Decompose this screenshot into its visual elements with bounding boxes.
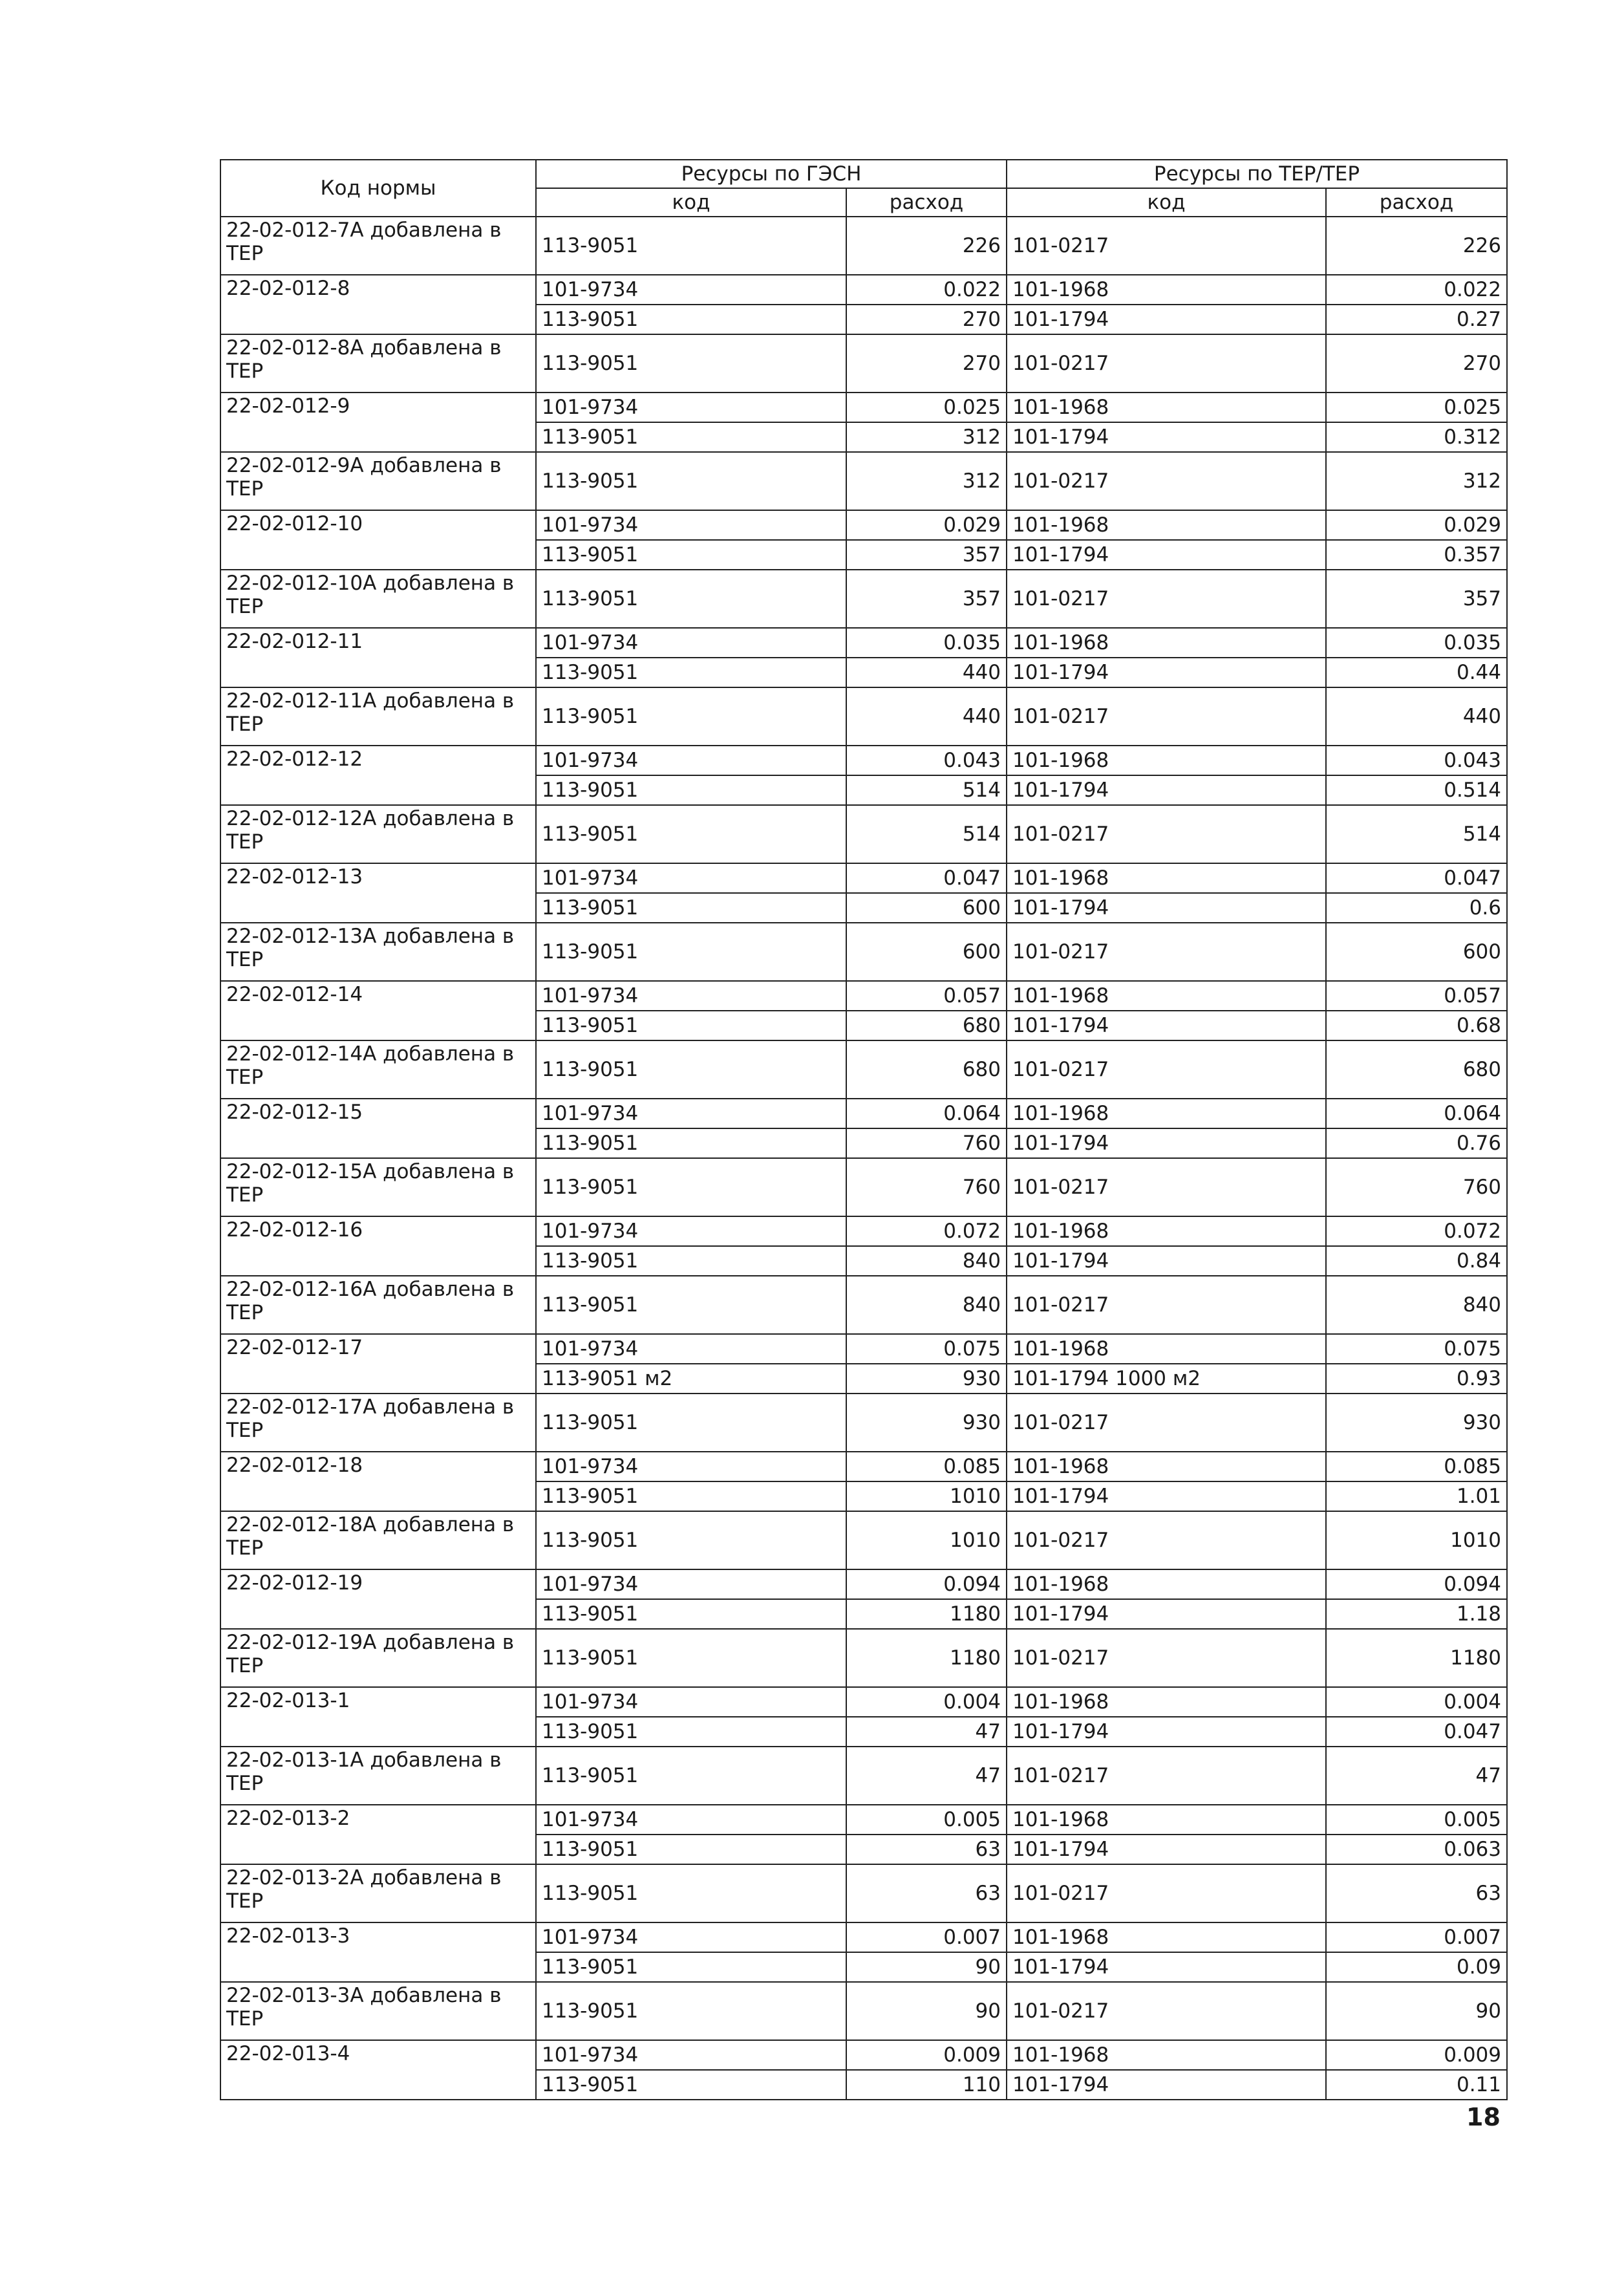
norm-code-cell: 22-02-012-17 xyxy=(220,1334,536,1394)
gesn-consumption-cell: 600 xyxy=(846,923,1007,981)
table-row xyxy=(220,1922,1507,1952)
ter-consumption-cell: 312 xyxy=(1326,452,1507,510)
norm-code-cell: 22-02-012-14 xyxy=(220,981,536,1040)
ter-code-cell: 101-0217 xyxy=(1007,217,1326,275)
ter-code-cell: 101-0217 xyxy=(1007,1864,1326,1922)
gesn-consumption-cell: 47 xyxy=(846,1717,1007,1747)
ter-consumption-cell: 0.007 xyxy=(1326,1922,1507,1952)
gesn-consumption-cell: 0.057 xyxy=(846,981,1007,1011)
table-row xyxy=(220,746,1507,775)
ter-consumption-cell: 0.043 xyxy=(1326,746,1507,775)
ter-code-cell: 101-1968 xyxy=(1007,1216,1326,1246)
ter-code-cell: 101-0217 xyxy=(1007,1629,1326,1687)
norm-code-cell: 22-02-013-3 xyxy=(220,1922,536,1982)
header-group-gesn: Ресурсы по ГЭСН xyxy=(536,160,1007,188)
gesn-consumption-cell: 357 xyxy=(846,540,1007,570)
ter-code-cell: 101-1968 xyxy=(1007,628,1326,658)
gesn-code-cell: 101-9734 xyxy=(536,746,846,775)
gesn-code-cell: 113-9051 xyxy=(536,1599,846,1629)
table-row xyxy=(220,2040,1507,2070)
ter-consumption-cell: 840 xyxy=(1326,1276,1507,1334)
ter-code-cell: 101-0217 xyxy=(1007,1982,1326,2040)
norm-code-cell: 22-02-013-3А добавлена в ТЕР xyxy=(220,1982,536,2040)
ter-code-cell: 101-0217 xyxy=(1007,334,1326,393)
ter-code-cell: 101-1968 xyxy=(1007,1099,1326,1128)
ter-consumption-cell: 0.009 xyxy=(1326,2040,1507,2070)
gesn-code-cell: 113-9051 xyxy=(536,1158,846,1216)
norm-code-cell: 22-02-012-16 xyxy=(220,1216,536,1276)
ter-code-cell: 101-0217 xyxy=(1007,805,1326,863)
gesn-consumption-cell: 1180 xyxy=(846,1629,1007,1687)
ter-code-cell: 101-0217 xyxy=(1007,1158,1326,1216)
norm-code-cell: 22-02-013-1А добавлена в ТЕР xyxy=(220,1747,536,1805)
ter-code-cell: 101-0217 xyxy=(1007,687,1326,746)
norm-code-cell: 22-02-012-10 xyxy=(220,510,536,570)
ter-consumption-cell: 760 xyxy=(1326,1158,1507,1216)
gesn-consumption-cell: 0.064 xyxy=(846,1099,1007,1128)
ter-code-cell: 101-1968 xyxy=(1007,1452,1326,1481)
norm-code-cell: 22-02-012-8А добавлена в ТЕР xyxy=(220,334,536,393)
ter-consumption-cell: 0.11 xyxy=(1326,2070,1507,2100)
gesn-consumption-cell: 47 xyxy=(846,1747,1007,1805)
ter-code-cell: 101-1794 xyxy=(1007,1717,1326,1747)
norm-code-cell: 22-02-012-17А добавлена в ТЕР xyxy=(220,1394,536,1452)
ter-consumption-cell: 226 xyxy=(1326,217,1507,275)
gesn-code-cell: 113-9051 xyxy=(536,1629,846,1687)
ter-code-cell: 101-1794 xyxy=(1007,540,1326,570)
norm-code-cell: 22-02-012-11А добавлена в ТЕР xyxy=(220,687,536,746)
gesn-consumption-cell: 0.025 xyxy=(846,393,1007,422)
gesn-consumption-cell: 440 xyxy=(846,687,1007,746)
table-row xyxy=(220,1040,1507,1099)
page-number: 18 xyxy=(1466,2103,1501,2131)
gesn-code-cell: 113-9051 xyxy=(536,1511,846,1569)
gesn-consumption-cell: 840 xyxy=(846,1246,1007,1276)
ter-code-cell: 101-1794 xyxy=(1007,422,1326,452)
table-row xyxy=(220,1216,1507,1246)
gesn-code-cell: 113-9051 xyxy=(536,570,846,628)
ter-consumption-cell: 0.057 xyxy=(1326,981,1507,1011)
table-row xyxy=(220,1687,1507,1717)
norm-code-cell: 22-02-013-4 xyxy=(220,2040,536,2100)
gesn-consumption-cell: 90 xyxy=(846,1952,1007,1982)
ter-code-cell: 101-0217 xyxy=(1007,570,1326,628)
gesn-consumption-cell: 0.043 xyxy=(846,746,1007,775)
gesn-consumption-cell: 440 xyxy=(846,658,1007,687)
norm-code-cell: 22-02-012-19А добавлена в ТЕР xyxy=(220,1629,536,1687)
norm-code-cell: 22-02-012-16А добавлена в ТЕР xyxy=(220,1276,536,1334)
table-row xyxy=(220,1629,1507,1687)
ter-code-cell: 101-1794 xyxy=(1007,2070,1326,2100)
header-gesn-code: код xyxy=(536,188,846,217)
table-row xyxy=(220,1158,1507,1216)
gesn-code-cell: 113-9051 xyxy=(536,775,846,805)
gesn-consumption-cell: 680 xyxy=(846,1040,1007,1099)
ter-code-cell: 101-1794 xyxy=(1007,305,1326,334)
gesn-consumption-cell: 312 xyxy=(846,452,1007,510)
gesn-code-cell: 113-9051 xyxy=(536,1481,846,1511)
gesn-consumption-cell: 0.004 xyxy=(846,1687,1007,1717)
gesn-code-cell: 113-9051 xyxy=(536,893,846,923)
ter-code-cell: 101-0217 xyxy=(1007,1276,1326,1334)
norm-code-cell: 22-02-013-2А добавлена в ТЕР xyxy=(220,1864,536,1922)
ter-code-cell: 101-1968 xyxy=(1007,510,1326,540)
gesn-code-cell: 113-9051 xyxy=(536,1952,846,1982)
gesn-code-cell: 101-9734 xyxy=(536,275,846,305)
norm-code-cell: 22-02-012-12 xyxy=(220,746,536,805)
table-row xyxy=(220,863,1507,893)
gesn-code-cell: 101-9734 xyxy=(536,1334,846,1364)
ter-consumption-cell: 600 xyxy=(1326,923,1507,981)
gesn-consumption-cell: 226 xyxy=(846,217,1007,275)
gesn-code-cell: 113-9051 xyxy=(536,334,846,393)
gesn-consumption-cell: 840 xyxy=(846,1276,1007,1334)
ter-consumption-cell: 0.004 xyxy=(1326,1687,1507,1717)
ter-code-cell: 101-1968 xyxy=(1007,1922,1326,1952)
ter-consumption-cell: 270 xyxy=(1326,334,1507,393)
gesn-consumption-cell: 0.005 xyxy=(846,1805,1007,1835)
ter-code-cell: 101-0217 xyxy=(1007,1511,1326,1569)
gesn-consumption-cell: 0.072 xyxy=(846,1216,1007,1246)
gesn-code-cell: 101-9734 xyxy=(536,2040,846,2070)
ter-code-cell: 101-1794 xyxy=(1007,1952,1326,1982)
gesn-code-cell: 113-9051 xyxy=(536,1128,846,1158)
norm-code-cell: 22-02-012-12А добавлена в ТЕР xyxy=(220,805,536,863)
ter-code-cell: 101-1794 xyxy=(1007,1128,1326,1158)
gesn-code-cell: 101-9734 xyxy=(536,1569,846,1599)
gesn-consumption-cell: 514 xyxy=(846,775,1007,805)
ter-consumption-cell: 0.005 xyxy=(1326,1805,1507,1835)
table-row xyxy=(220,217,1507,275)
gesn-consumption-cell: 1010 xyxy=(846,1511,1007,1569)
ter-consumption-cell: 0.075 xyxy=(1326,1334,1507,1364)
header-code-norm: Код нормы xyxy=(220,160,536,217)
ter-code-cell: 101-1968 xyxy=(1007,863,1326,893)
gesn-code-cell: 101-9734 xyxy=(536,1805,846,1835)
ter-consumption-cell: 0.27 xyxy=(1326,305,1507,334)
ter-consumption-cell: 0.072 xyxy=(1326,1216,1507,1246)
ter-code-cell: 101-1968 xyxy=(1007,1334,1326,1364)
ter-code-cell: 101-1968 xyxy=(1007,1569,1326,1599)
ter-code-cell: 101-1968 xyxy=(1007,746,1326,775)
gesn-code-cell: 113-9051 xyxy=(536,1040,846,1099)
ter-code-cell: 101-1968 xyxy=(1007,275,1326,305)
gesn-code-cell: 113-9051 xyxy=(536,658,846,687)
header-group-ter: Ресурсы по ТЕР/ТЕР xyxy=(1007,160,1507,188)
norm-code-cell: 22-02-012-7А добавлена в ТЕР xyxy=(220,217,536,275)
ter-consumption-cell: 514 xyxy=(1326,805,1507,863)
gesn-code-cell: 113-9051 xyxy=(536,923,846,981)
gesn-consumption-cell: 63 xyxy=(846,1835,1007,1864)
gesn-code-cell: 101-9734 xyxy=(536,1687,846,1717)
gesn-code-cell: 101-9734 xyxy=(536,393,846,422)
ter-consumption-cell: 0.094 xyxy=(1326,1569,1507,1599)
table-row xyxy=(220,1982,1507,2040)
gesn-consumption-cell: 0.094 xyxy=(846,1569,1007,1599)
table-row xyxy=(220,452,1507,510)
norm-code-cell: 22-02-012-13А добавлена в ТЕР xyxy=(220,923,536,981)
gesn-consumption-cell: 0.009 xyxy=(846,2040,1007,2070)
gesn-code-cell: 113-9051 xyxy=(536,1982,846,2040)
gesn-code-cell: 113-9051 xyxy=(536,1747,846,1805)
table-row xyxy=(220,1099,1507,1128)
ter-consumption-cell: 0.76 xyxy=(1326,1128,1507,1158)
gesn-consumption-cell: 63 xyxy=(846,1864,1007,1922)
ter-consumption-cell: 680 xyxy=(1326,1040,1507,1099)
ter-consumption-cell: 0.312 xyxy=(1326,422,1507,452)
ter-consumption-cell: 930 xyxy=(1326,1394,1507,1452)
gesn-consumption-cell: 600 xyxy=(846,893,1007,923)
gesn-consumption-cell: 930 xyxy=(846,1394,1007,1452)
gesn-code-cell: 101-9734 xyxy=(536,863,846,893)
gesn-code-cell: 113-9051 xyxy=(536,1835,846,1864)
ter-consumption-cell: 0.085 xyxy=(1326,1452,1507,1481)
table-row xyxy=(220,628,1507,658)
ter-consumption-cell: 0.09 xyxy=(1326,1952,1507,1982)
table-row xyxy=(220,510,1507,540)
ter-consumption-cell: 0.047 xyxy=(1326,863,1507,893)
table-row xyxy=(220,805,1507,863)
ter-code-cell: 101-1794 xyxy=(1007,1599,1326,1629)
ter-code-cell: 101-0217 xyxy=(1007,452,1326,510)
ter-consumption-cell: 0.6 xyxy=(1326,893,1507,923)
table-row xyxy=(220,1747,1507,1805)
header-gesn-consumption: расход xyxy=(846,188,1007,217)
table-row xyxy=(220,393,1507,422)
gesn-consumption-cell: 110 xyxy=(846,2070,1007,2100)
gesn-code-cell: 113-9051 xyxy=(536,217,846,275)
gesn-consumption-cell: 760 xyxy=(846,1158,1007,1216)
gesn-consumption-cell: 270 xyxy=(846,305,1007,334)
norm-code-cell: 22-02-012-9А добавлена в ТЕР xyxy=(220,452,536,510)
table-row xyxy=(220,570,1507,628)
ter-consumption-cell: 0.93 xyxy=(1326,1364,1507,1394)
table-row xyxy=(220,687,1507,746)
gesn-code-cell: 101-9734 xyxy=(536,1216,846,1246)
ter-consumption-cell: 0.029 xyxy=(1326,510,1507,540)
table-row xyxy=(220,1276,1507,1334)
ter-consumption-cell: 0.68 xyxy=(1326,1011,1507,1040)
norm-code-cell: 22-02-012-13 xyxy=(220,863,536,923)
ter-code-cell: 101-1968 xyxy=(1007,1805,1326,1835)
norm-code-cell: 22-02-012-11 xyxy=(220,628,536,687)
ter-code-cell: 101-1968 xyxy=(1007,393,1326,422)
norm-code-cell: 22-02-013-1 xyxy=(220,1687,536,1747)
gesn-consumption-cell: 930 xyxy=(846,1364,1007,1394)
norm-code-cell: 22-02-012-14А добавлена в ТЕР xyxy=(220,1040,536,1099)
ter-code-cell: 101-0217 xyxy=(1007,1040,1326,1099)
gesn-consumption-cell: 0.047 xyxy=(846,863,1007,893)
ter-code-cell: 101-1794 1000 м2 xyxy=(1007,1364,1326,1394)
table-row xyxy=(220,1334,1507,1364)
header-ter-code: код xyxy=(1007,188,1326,217)
ter-code-cell: 101-0217 xyxy=(1007,1394,1326,1452)
gesn-consumption-cell: 357 xyxy=(846,570,1007,628)
ter-code-cell: 101-1968 xyxy=(1007,1687,1326,1717)
ter-consumption-cell: 0.063 xyxy=(1326,1835,1507,1864)
gesn-consumption-cell: 1010 xyxy=(846,1481,1007,1511)
resources-table xyxy=(220,159,1508,2100)
ter-consumption-cell: 0.035 xyxy=(1326,628,1507,658)
ter-consumption-cell: 0.514 xyxy=(1326,775,1507,805)
gesn-code-cell: 101-9734 xyxy=(536,1099,846,1128)
gesn-code-cell: 113-9051 xyxy=(536,687,846,746)
ter-code-cell: 101-1794 xyxy=(1007,1481,1326,1511)
ter-consumption-cell: 1.01 xyxy=(1326,1481,1507,1511)
ter-consumption-cell: 1010 xyxy=(1326,1511,1507,1569)
gesn-consumption-cell: 680 xyxy=(846,1011,1007,1040)
gesn-consumption-cell: 0.035 xyxy=(846,628,1007,658)
gesn-code-cell: 113-9051 xyxy=(536,452,846,510)
gesn-code-cell: 101-9734 xyxy=(536,1922,846,1952)
gesn-code-cell: 113-9051 xyxy=(536,1394,846,1452)
ter-consumption-cell: 0.022 xyxy=(1326,275,1507,305)
table-row xyxy=(220,275,1507,305)
table-row xyxy=(220,1805,1507,1835)
table-row xyxy=(220,1864,1507,1922)
gesn-consumption-cell: 270 xyxy=(846,334,1007,393)
norm-code-cell: 22-02-012-18 xyxy=(220,1452,536,1511)
ter-code-cell: 101-1794 xyxy=(1007,1011,1326,1040)
table-body xyxy=(220,217,1507,2100)
ter-consumption-cell: 0.064 xyxy=(1326,1099,1507,1128)
gesn-code-cell: 101-9734 xyxy=(536,1452,846,1481)
gesn-code-cell: 113-9051 xyxy=(536,422,846,452)
table-row xyxy=(220,1569,1507,1599)
table-row xyxy=(220,1394,1507,1452)
gesn-consumption-cell: 1180 xyxy=(846,1599,1007,1629)
ter-consumption-cell: 440 xyxy=(1326,687,1507,746)
ter-code-cell: 101-1968 xyxy=(1007,2040,1326,2070)
ter-code-cell: 101-1794 xyxy=(1007,1246,1326,1276)
gesn-consumption-cell: 312 xyxy=(846,422,1007,452)
gesn-consumption-cell: 0.075 xyxy=(846,1334,1007,1364)
ter-consumption-cell: 0.44 xyxy=(1326,658,1507,687)
table-row xyxy=(220,334,1507,393)
norm-code-cell: 22-02-012-15А добавлена в ТЕР xyxy=(220,1158,536,1216)
norm-code-cell: 22-02-012-19 xyxy=(220,1569,536,1629)
table-row xyxy=(220,923,1507,981)
ter-code-cell: 101-0217 xyxy=(1007,1747,1326,1805)
ter-consumption-cell: 0.047 xyxy=(1326,1717,1507,1747)
gesn-consumption-cell: 0.029 xyxy=(846,510,1007,540)
ter-code-cell: 101-1794 xyxy=(1007,658,1326,687)
norm-code-cell: 22-02-012-9 xyxy=(220,393,536,452)
gesn-code-cell: 113-9051 xyxy=(536,1246,846,1276)
gesn-consumption-cell: 760 xyxy=(846,1128,1007,1158)
ter-code-cell: 101-1794 xyxy=(1007,893,1326,923)
ter-consumption-cell: 357 xyxy=(1326,570,1507,628)
norm-code-cell: 22-02-012-10А добавлена в ТЕР xyxy=(220,570,536,628)
gesn-code-cell: 113-9051 xyxy=(536,540,846,570)
table-row xyxy=(220,981,1507,1011)
gesn-code-cell: 113-9051 xyxy=(536,1011,846,1040)
norm-code-cell: 22-02-012-15 xyxy=(220,1099,536,1158)
gesn-code-cell: 101-9734 xyxy=(536,510,846,540)
ter-consumption-cell: 47 xyxy=(1326,1747,1507,1805)
gesn-consumption-cell: 514 xyxy=(846,805,1007,863)
gesn-consumption-cell: 0.007 xyxy=(846,1922,1007,1952)
ter-consumption-cell: 63 xyxy=(1326,1864,1507,1922)
gesn-consumption-cell: 0.085 xyxy=(846,1452,1007,1481)
gesn-code-cell: 113-9051 xyxy=(536,1717,846,1747)
ter-code-cell: 101-1794 xyxy=(1007,1835,1326,1864)
gesn-code-cell: 113-9051 xyxy=(536,1864,846,1922)
gesn-code-cell: 113-9051 xyxy=(536,1276,846,1334)
ter-code-cell: 101-1794 xyxy=(1007,775,1326,805)
gesn-code-cell: 113-9051 xyxy=(536,305,846,334)
gesn-code-cell: 113-9051 xyxy=(536,805,846,863)
ter-consumption-cell: 0.84 xyxy=(1326,1246,1507,1276)
gesn-consumption-cell: 0.022 xyxy=(846,275,1007,305)
table-row xyxy=(220,1511,1507,1569)
norm-code-cell: 22-02-012-18А добавлена в ТЕР xyxy=(220,1511,536,1569)
ter-consumption-cell: 0.357 xyxy=(1326,540,1507,570)
gesn-code-cell: 101-9734 xyxy=(536,628,846,658)
header-ter-consumption: расход xyxy=(1326,188,1507,217)
ter-consumption-cell: 90 xyxy=(1326,1982,1507,2040)
gesn-code-cell: 101-9734 xyxy=(536,981,846,1011)
ter-consumption-cell: 1.18 xyxy=(1326,1599,1507,1629)
ter-consumption-cell: 0.025 xyxy=(1326,393,1507,422)
norm-code-cell: 22-02-013-2 xyxy=(220,1805,536,1864)
ter-code-cell: 101-0217 xyxy=(1007,923,1326,981)
gesn-code-cell: 113-9051 xyxy=(536,2070,846,2100)
ter-consumption-cell: 1180 xyxy=(1326,1629,1507,1687)
gesn-code-cell: 113-9051 м2 xyxy=(536,1364,846,1394)
ter-code-cell: 101-1968 xyxy=(1007,981,1326,1011)
norm-code-cell: 22-02-012-8 xyxy=(220,275,536,334)
gesn-consumption-cell: 90 xyxy=(846,1982,1007,2040)
table-row xyxy=(220,1452,1507,1481)
